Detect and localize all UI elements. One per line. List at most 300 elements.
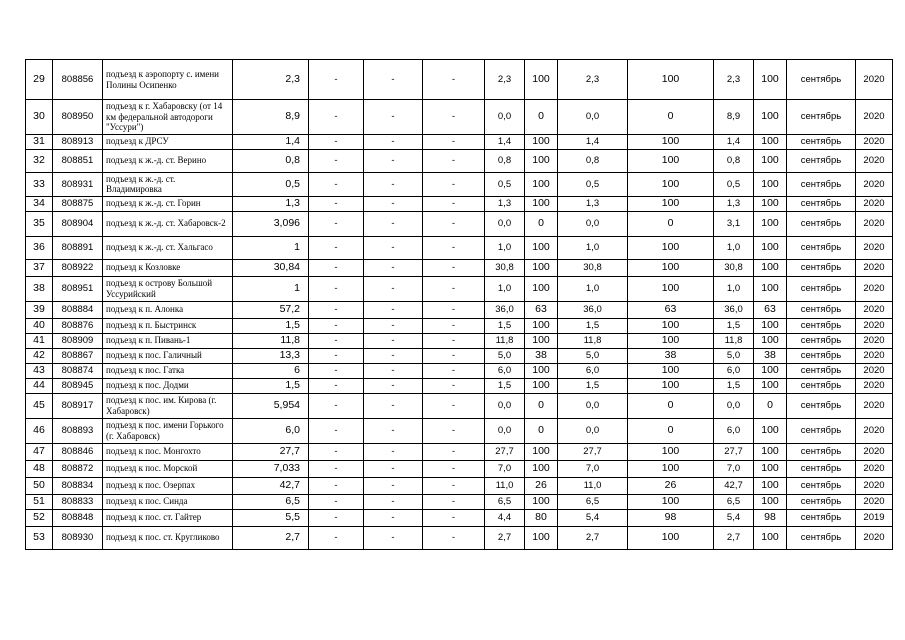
value-3: 1,5 — [714, 378, 754, 393]
dash-cell-2: - — [364, 477, 423, 494]
year-cell: 2020 — [856, 443, 893, 460]
percent-3: 100 — [754, 60, 787, 100]
percent-1: 100 — [525, 134, 558, 149]
road-code: 808951 — [53, 276, 103, 301]
road-code: 808884 — [53, 301, 103, 318]
month-cell: сентябрь — [787, 333, 856, 348]
table-row — [26, 196, 893, 211]
value-2: 1,5 — [558, 378, 628, 393]
dash-cell-1: - — [309, 318, 364, 333]
year-cell: 2020 — [856, 134, 893, 149]
road-length: 57,2 — [233, 301, 309, 318]
value-3: 42,7 — [714, 477, 754, 494]
year-cell: 2020 — [856, 348, 893, 363]
value-1: 0,0 — [485, 211, 525, 236]
row-number: 38 — [26, 276, 53, 301]
percent-1: 0 — [525, 393, 558, 418]
road-name: подъезд к острову Большой Уссурийский — [103, 276, 233, 301]
dash-cell-1: - — [309, 509, 364, 526]
dash-cell-1: - — [309, 301, 364, 318]
percent-2: 100 — [628, 134, 714, 149]
road-length: 5,5 — [233, 509, 309, 526]
month-cell: сентябрь — [787, 211, 856, 236]
month-cell: сентябрь — [787, 276, 856, 301]
dash-cell-2: - — [364, 172, 423, 196]
dash-cell-2: - — [364, 301, 423, 318]
dash-cell-2: - — [364, 259, 423, 276]
row-number: 34 — [26, 196, 53, 211]
value-3: 2,7 — [714, 526, 754, 549]
road-name: подъезд к пос. им. Кирова (г. Хабаровск) — [103, 393, 233, 418]
road-code: 808922 — [53, 259, 103, 276]
road-code: 808950 — [53, 100, 103, 135]
road-length: 27,7 — [233, 443, 309, 460]
road-code: 808876 — [53, 318, 103, 333]
road-name: подъезд к ж.-д. ст. Владимировка — [103, 172, 233, 196]
road-name: подъезд к пос. ст. Гайтер — [103, 509, 233, 526]
table-row — [26, 418, 893, 443]
percent-2: 100 — [628, 259, 714, 276]
table-row — [26, 149, 893, 172]
value-1: 11,8 — [485, 333, 525, 348]
dash-cell-1: - — [309, 443, 364, 460]
month-cell: сентябрь — [787, 60, 856, 100]
percent-2: 100 — [628, 196, 714, 211]
dash-cell-3: - — [423, 477, 485, 494]
percent-3: 100 — [754, 134, 787, 149]
table-row — [26, 363, 893, 378]
percent-1: 100 — [525, 443, 558, 460]
dash-cell-3: - — [423, 100, 485, 135]
dash-cell-2: - — [364, 418, 423, 443]
dash-cell-1: - — [309, 378, 364, 393]
row-number: 35 — [26, 211, 53, 236]
month-cell: сентябрь — [787, 477, 856, 494]
value-3: 5,4 — [714, 509, 754, 526]
road-length: 2,3 — [233, 60, 309, 100]
value-3: 1,0 — [714, 236, 754, 259]
value-1: 2,3 — [485, 60, 525, 100]
dash-cell-2: - — [364, 211, 423, 236]
month-cell: сентябрь — [787, 378, 856, 393]
percent-1: 100 — [525, 149, 558, 172]
year-cell: 2020 — [856, 494, 893, 509]
year-cell: 2020 — [856, 196, 893, 211]
value-1: 0,0 — [485, 393, 525, 418]
value-3: 6,0 — [714, 363, 754, 378]
percent-3: 100 — [754, 333, 787, 348]
dash-cell-1: - — [309, 494, 364, 509]
value-3: 1,3 — [714, 196, 754, 211]
dash-cell-1: - — [309, 149, 364, 172]
value-1: 27,7 — [485, 443, 525, 460]
value-3: 7,0 — [714, 460, 754, 477]
road-name: подъезд к пос. Галичный — [103, 348, 233, 363]
road-name: подъезд к г. Хабаровску (от 14 км федеральной автодороги "Уссури") — [103, 100, 233, 135]
value-2: 5,4 — [558, 509, 628, 526]
dash-cell-3: - — [423, 443, 485, 460]
percent-1: 0 — [525, 211, 558, 236]
percent-3: 100 — [754, 196, 787, 211]
year-cell: 2020 — [856, 378, 893, 393]
dash-cell-3: - — [423, 211, 485, 236]
percent-3: 98 — [754, 509, 787, 526]
percent-1: 100 — [525, 378, 558, 393]
dash-cell-2: - — [364, 378, 423, 393]
percent-2: 0 — [628, 211, 714, 236]
road-name: подъезд к п. Быстринск — [103, 318, 233, 333]
percent-3: 100 — [754, 276, 787, 301]
value-2: 6,0 — [558, 363, 628, 378]
road-name: подъезд к п. Пивань-1 — [103, 333, 233, 348]
road-table — [25, 59, 893, 550]
value-3: 5,0 — [714, 348, 754, 363]
percent-1: 100 — [525, 526, 558, 549]
road-name: подъезд к пос. Морской — [103, 460, 233, 477]
row-number: 47 — [26, 443, 53, 460]
row-number: 37 — [26, 259, 53, 276]
percent-2: 0 — [628, 100, 714, 135]
percent-3: 100 — [754, 318, 787, 333]
year-cell: 2020 — [856, 172, 893, 196]
dash-cell-2: - — [364, 276, 423, 301]
row-number: 42 — [26, 348, 53, 363]
table-row — [26, 460, 893, 477]
month-cell: сентябрь — [787, 149, 856, 172]
percent-1: 100 — [525, 333, 558, 348]
value-3: 11,8 — [714, 333, 754, 348]
road-name: подъезд к аэропорту с. имени Полины Осипенко — [103, 60, 233, 100]
month-cell: сентябрь — [787, 172, 856, 196]
dash-cell-2: - — [364, 100, 423, 135]
table-row — [26, 494, 893, 509]
road-code: 808834 — [53, 477, 103, 494]
dash-cell-3: - — [423, 460, 485, 477]
table-row — [26, 134, 893, 149]
road-name: подъезд к п. Алонка — [103, 301, 233, 318]
value-2: 30,8 — [558, 259, 628, 276]
dash-cell-3: - — [423, 149, 485, 172]
year-cell: 2020 — [856, 100, 893, 135]
road-length: 42,7 — [233, 477, 309, 494]
road-name: подъезд к ж.-д. ст. Хабаровск-2 — [103, 211, 233, 236]
dash-cell-1: - — [309, 172, 364, 196]
dash-cell-2: - — [364, 494, 423, 509]
road-length: 1,4 — [233, 134, 309, 149]
percent-2: 98 — [628, 509, 714, 526]
road-code: 808833 — [53, 494, 103, 509]
percent-3: 100 — [754, 460, 787, 477]
dash-cell-1: - — [309, 348, 364, 363]
road-length: 6 — [233, 363, 309, 378]
dash-cell-3: - — [423, 301, 485, 318]
month-cell: сентябрь — [787, 236, 856, 259]
year-cell: 2020 — [856, 211, 893, 236]
dash-cell-1: - — [309, 211, 364, 236]
year-cell: 2020 — [856, 477, 893, 494]
dash-cell-1: - — [309, 276, 364, 301]
table-row — [26, 318, 893, 333]
value-1: 30,8 — [485, 259, 525, 276]
percent-3: 100 — [754, 477, 787, 494]
year-cell: 2020 — [856, 318, 893, 333]
road-length: 1 — [233, 236, 309, 259]
month-cell: сентябрь — [787, 443, 856, 460]
row-number: 51 — [26, 494, 53, 509]
row-number: 29 — [26, 60, 53, 100]
value-3: 36,0 — [714, 301, 754, 318]
value-1: 0,0 — [485, 100, 525, 135]
value-1: 0,5 — [485, 172, 525, 196]
dash-cell-2: - — [364, 318, 423, 333]
road-name: подъезд к ДРСУ — [103, 134, 233, 149]
road-code: 808930 — [53, 526, 103, 549]
percent-2: 100 — [628, 378, 714, 393]
value-3: 2,3 — [714, 60, 754, 100]
percent-1: 0 — [525, 100, 558, 135]
value-3: 0,0 — [714, 393, 754, 418]
road-name: подъезд к пос. Синда — [103, 494, 233, 509]
percent-1: 100 — [525, 363, 558, 378]
value-1: 0,8 — [485, 149, 525, 172]
row-number: 43 — [26, 363, 53, 378]
dash-cell-3: - — [423, 418, 485, 443]
value-1: 1,3 — [485, 196, 525, 211]
road-length: 6,0 — [233, 418, 309, 443]
percent-3: 100 — [754, 211, 787, 236]
value-2: 0,0 — [558, 393, 628, 418]
dash-cell-1: - — [309, 363, 364, 378]
percent-3: 100 — [754, 259, 787, 276]
dash-cell-1: - — [309, 259, 364, 276]
value-1: 1,4 — [485, 134, 525, 149]
percent-1: 100 — [525, 318, 558, 333]
percent-3: 100 — [754, 236, 787, 259]
percent-3: 63 — [754, 301, 787, 318]
value-3: 1,5 — [714, 318, 754, 333]
month-cell: сентябрь — [787, 509, 856, 526]
dash-cell-1: - — [309, 196, 364, 211]
dash-cell-3: - — [423, 526, 485, 549]
percent-1: 100 — [525, 196, 558, 211]
percent-2: 100 — [628, 494, 714, 509]
month-cell: сентябрь — [787, 418, 856, 443]
value-2: 7,0 — [558, 460, 628, 477]
value-1: 6,5 — [485, 494, 525, 509]
row-number: 40 — [26, 318, 53, 333]
percent-1: 0 — [525, 418, 558, 443]
dash-cell-1: - — [309, 393, 364, 418]
table-row — [26, 509, 893, 526]
dash-cell-2: - — [364, 460, 423, 477]
percent-2: 100 — [628, 172, 714, 196]
road-length: 3,096 — [233, 211, 309, 236]
dash-cell-2: - — [364, 333, 423, 348]
percent-3: 38 — [754, 348, 787, 363]
percent-3: 100 — [754, 149, 787, 172]
road-code: 808904 — [53, 211, 103, 236]
dash-cell-3: - — [423, 236, 485, 259]
percent-3: 100 — [754, 418, 787, 443]
table-row — [26, 348, 893, 363]
percent-2: 100 — [628, 60, 714, 100]
year-cell: 2019 — [856, 509, 893, 526]
month-cell: сентябрь — [787, 134, 856, 149]
table-row — [26, 443, 893, 460]
row-number: 33 — [26, 172, 53, 196]
percent-1: 100 — [525, 60, 558, 100]
value-3: 30,8 — [714, 259, 754, 276]
percent-1: 38 — [525, 348, 558, 363]
road-name: подъезд к пос. ст. Кругликово — [103, 526, 233, 549]
dash-cell-3: - — [423, 276, 485, 301]
road-length: 1 — [233, 276, 309, 301]
dash-cell-2: - — [364, 526, 423, 549]
value-2: 5,0 — [558, 348, 628, 363]
dash-cell-2: - — [364, 149, 423, 172]
road-code: 808875 — [53, 196, 103, 211]
table-row — [26, 378, 893, 393]
value-3: 27,7 — [714, 443, 754, 460]
value-2: 2,7 — [558, 526, 628, 549]
percent-2: 100 — [628, 333, 714, 348]
value-1: 6,0 — [485, 363, 525, 378]
road-name: подъезд к ж.-д. ст. Горин — [103, 196, 233, 211]
month-cell: сентябрь — [787, 318, 856, 333]
dash-cell-2: - — [364, 348, 423, 363]
month-cell: сентябрь — [787, 259, 856, 276]
road-code: 808913 — [53, 134, 103, 149]
percent-3: 100 — [754, 494, 787, 509]
dash-cell-3: - — [423, 348, 485, 363]
value-1: 2,7 — [485, 526, 525, 549]
percent-1: 63 — [525, 301, 558, 318]
row-number: 45 — [26, 393, 53, 418]
dash-cell-2: - — [364, 196, 423, 211]
table-row — [26, 60, 893, 100]
percent-2: 26 — [628, 477, 714, 494]
value-2: 1,5 — [558, 318, 628, 333]
value-2: 36,0 — [558, 301, 628, 318]
value-3: 0,5 — [714, 172, 754, 196]
road-length: 7,033 — [233, 460, 309, 477]
dash-cell-3: - — [423, 259, 485, 276]
table-row — [26, 276, 893, 301]
month-cell: сентябрь — [787, 301, 856, 318]
road-length: 13,3 — [233, 348, 309, 363]
month-cell: сентябрь — [787, 494, 856, 509]
percent-1: 80 — [525, 509, 558, 526]
road-name: подъезд к ж.-д. ст. Хальгасо — [103, 236, 233, 259]
road-length: 5,954 — [233, 393, 309, 418]
road-name: подъезд к пос. Додми — [103, 378, 233, 393]
percent-3: 100 — [754, 378, 787, 393]
value-2: 0,8 — [558, 149, 628, 172]
year-cell: 2020 — [856, 333, 893, 348]
month-cell: сентябрь — [787, 526, 856, 549]
value-1: 7,0 — [485, 460, 525, 477]
value-3: 6,0 — [714, 418, 754, 443]
table-row — [26, 526, 893, 549]
value-2: 1,0 — [558, 236, 628, 259]
row-number: 48 — [26, 460, 53, 477]
table-row — [26, 236, 893, 259]
value-3: 3,1 — [714, 211, 754, 236]
year-cell: 2020 — [856, 259, 893, 276]
percent-2: 100 — [628, 149, 714, 172]
value-1: 4,4 — [485, 509, 525, 526]
dash-cell-3: - — [423, 363, 485, 378]
year-cell: 2020 — [856, 393, 893, 418]
table-row — [26, 393, 893, 418]
value-2: 1,0 — [558, 276, 628, 301]
dash-cell-3: - — [423, 378, 485, 393]
year-cell: 2020 — [856, 418, 893, 443]
road-code: 808848 — [53, 509, 103, 526]
value-3: 0,8 — [714, 149, 754, 172]
percent-3: 100 — [754, 526, 787, 549]
value-1: 5,0 — [485, 348, 525, 363]
road-length: 1,5 — [233, 378, 309, 393]
year-cell: 2020 — [856, 460, 893, 477]
month-cell: сентябрь — [787, 460, 856, 477]
dash-cell-3: - — [423, 60, 485, 100]
road-code: 808846 — [53, 443, 103, 460]
dash-cell-1: - — [309, 236, 364, 259]
road-code: 808917 — [53, 393, 103, 418]
value-2: 0,5 — [558, 172, 628, 196]
percent-1: 100 — [525, 236, 558, 259]
percent-3: 100 — [754, 363, 787, 378]
road-length: 8,9 — [233, 100, 309, 135]
dash-cell-3: - — [423, 134, 485, 149]
dash-cell-2: - — [364, 443, 423, 460]
percent-2: 100 — [628, 460, 714, 477]
value-2: 0,0 — [558, 418, 628, 443]
row-number: 32 — [26, 149, 53, 172]
value-2: 27,7 — [558, 443, 628, 460]
value-1: 1,0 — [485, 236, 525, 259]
dash-cell-2: - — [364, 509, 423, 526]
road-code: 808931 — [53, 172, 103, 196]
year-cell: 2020 — [856, 236, 893, 259]
road-name: подъезд к пос. Монгохто — [103, 443, 233, 460]
road-name: подъезд к Козловке — [103, 259, 233, 276]
row-number: 41 — [26, 333, 53, 348]
dash-cell-1: - — [309, 134, 364, 149]
road-name: подъезд к пос. имени Горького (г. Хабаровск) — [103, 418, 233, 443]
value-1: 1,5 — [485, 378, 525, 393]
dash-cell-3: - — [423, 494, 485, 509]
percent-1: 100 — [525, 276, 558, 301]
road-code: 808945 — [53, 378, 103, 393]
year-cell: 2020 — [856, 60, 893, 100]
dash-cell-2: - — [364, 363, 423, 378]
percent-2: 63 — [628, 301, 714, 318]
road-code: 808891 — [53, 236, 103, 259]
row-number: 31 — [26, 134, 53, 149]
percent-1: 100 — [525, 172, 558, 196]
month-cell: сентябрь — [787, 363, 856, 378]
month-cell: сентябрь — [787, 393, 856, 418]
percent-3: 100 — [754, 172, 787, 196]
table-row — [26, 211, 893, 236]
dash-cell-1: - — [309, 60, 364, 100]
value-2: 1,3 — [558, 196, 628, 211]
road-code: 808851 — [53, 149, 103, 172]
month-cell: сентябрь — [787, 348, 856, 363]
road-length: 2,7 — [233, 526, 309, 549]
